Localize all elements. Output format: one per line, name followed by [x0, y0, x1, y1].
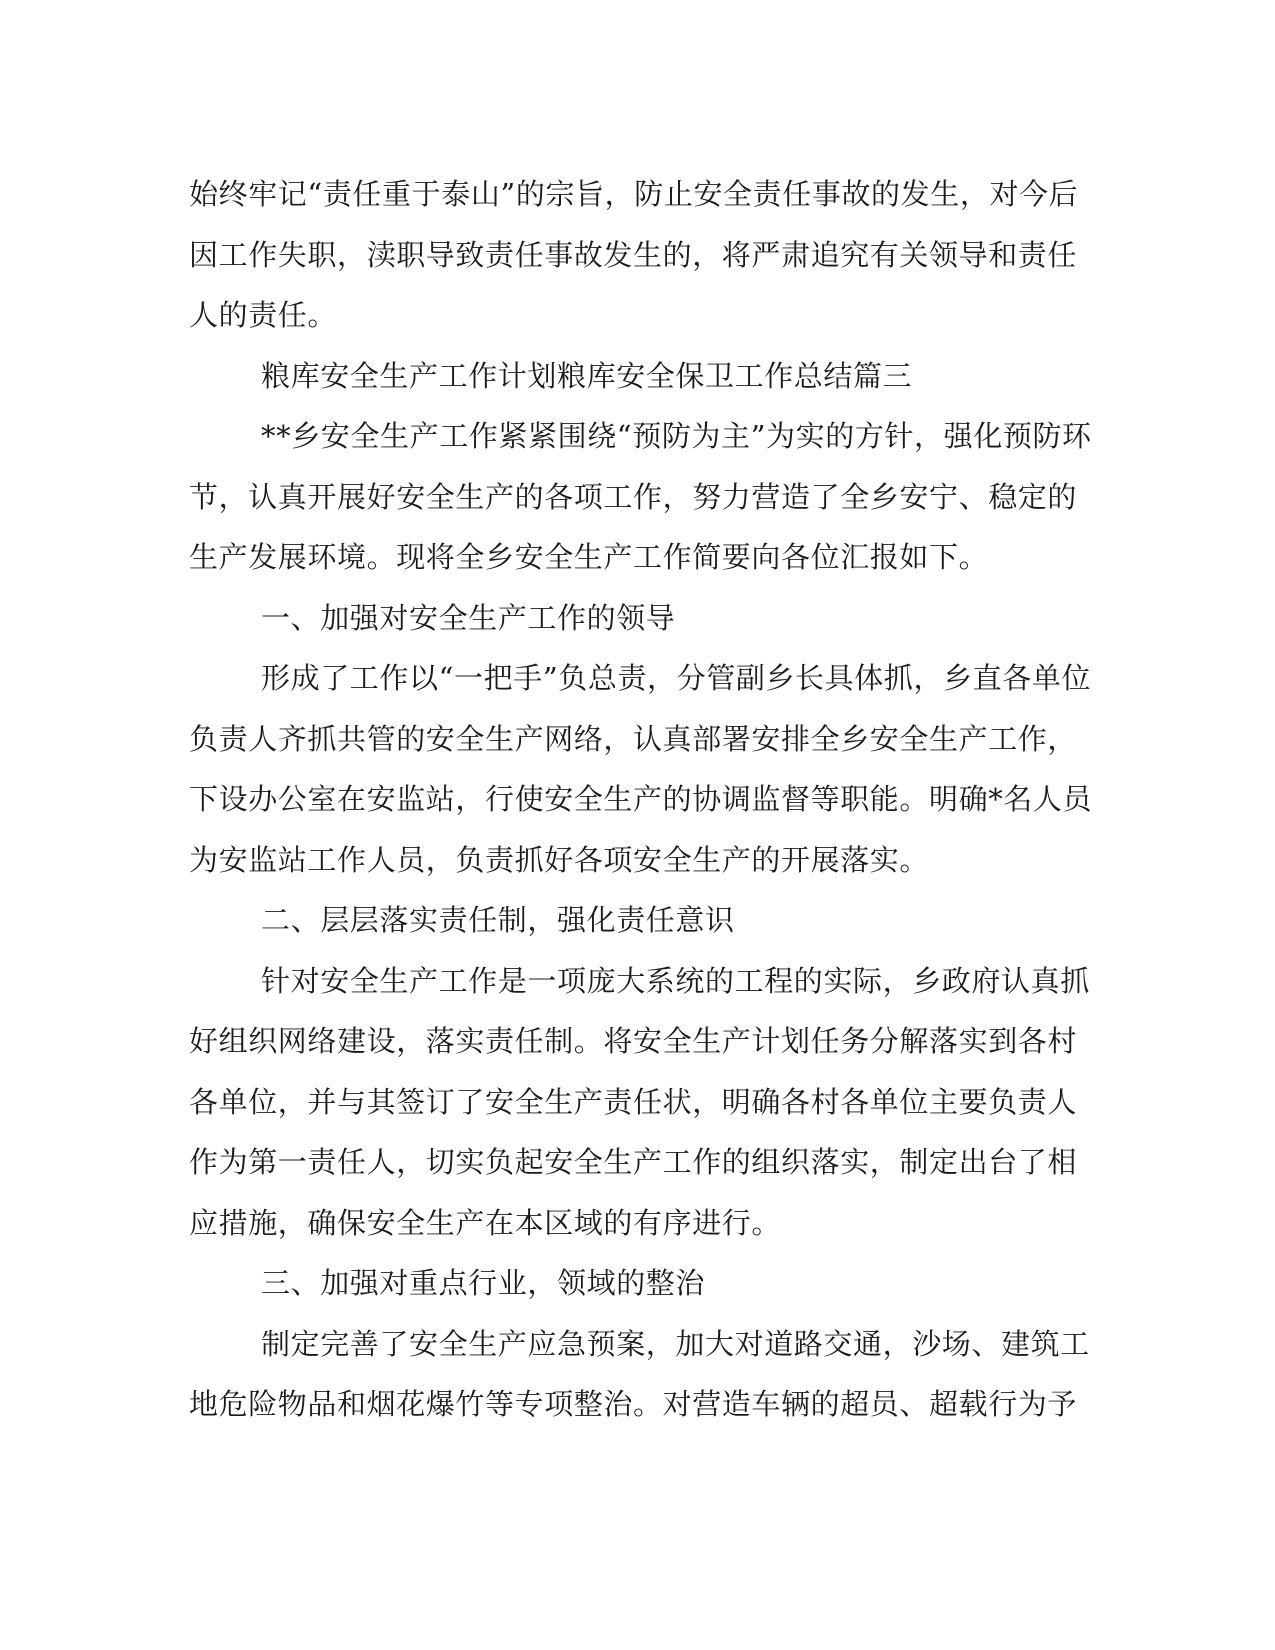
section-heading: 一、加强对安全生产工作的领导	[261, 600, 676, 635]
section-heading: 粮库安全生产工作计划粮库安全保卫工作总结篇三	[261, 358, 913, 393]
text-line: 生产发展环境。现将全乡安全生产工作简要向各位汇报如下。	[189, 540, 989, 574]
text-line: 节，认真开展好安全生产的各项工作，努力营造了全乡安宁、稳定的	[189, 479, 1078, 514]
text-line: 形成了工作以“一把手”负总责，分管副乡长具体抓，乡直各单位	[261, 661, 1092, 695]
text-line: 为安监站工作人员，负责抓好各项安全生产的开展落实。	[189, 842, 930, 877]
text-line: 人的责任。	[189, 298, 338, 332]
text-line: 因工作失职，渎职导致责任事故发生的，将严肃追究有关领导和责任	[189, 237, 1078, 272]
text-line: 地危险物品和烟花爆竹等专项整治。对营造车辆的超员、超载行为予	[189, 1387, 1078, 1421]
text-line: 作为第一责任人，切实负起安全生产工作的组织落实，制定出台了相	[189, 1145, 1078, 1179]
text-line: 负责人齐抓共管的安全生产网络，认真部署安排全乡安全生产工作，	[189, 721, 1078, 756]
text-line: 针对安全生产工作是一项庞大系统的工程的实际，乡政府认真抓	[261, 963, 1090, 998]
text-line: 好组织网络建设，落实责任制。将安全生产计划任务分解落实到各村	[189, 1024, 1078, 1058]
document-body	[189, 164, 1093, 1435]
section-heading: 二、层层落实责任制，强化责任意识	[261, 903, 735, 937]
text-line: 下设办公室在安监站，行使安全生产的协调监督等职能。明确*名人员	[189, 782, 1093, 816]
text-line: 各单位，并与其签订了安全生产责任状，明确各村各单位主要负责人	[189, 1084, 1078, 1119]
text-line: 始终牢记“责任重于泰山”的宗旨，防止安全责任事故的发生，对今后	[189, 177, 1079, 211]
text-line: 应措施，确保安全生产在本区域的有序进行。	[189, 1205, 782, 1240]
text-line: **乡安全生产工作紧紧围绕“预防为主”为实的方针，强化预防环	[261, 419, 1092, 453]
section-heading: 三、加强对重点行业，领域的整治	[261, 1266, 706, 1300]
text-line: 制定完善了安全生产应急预案，加大对道路交通，沙场、建筑工	[261, 1326, 1090, 1361]
